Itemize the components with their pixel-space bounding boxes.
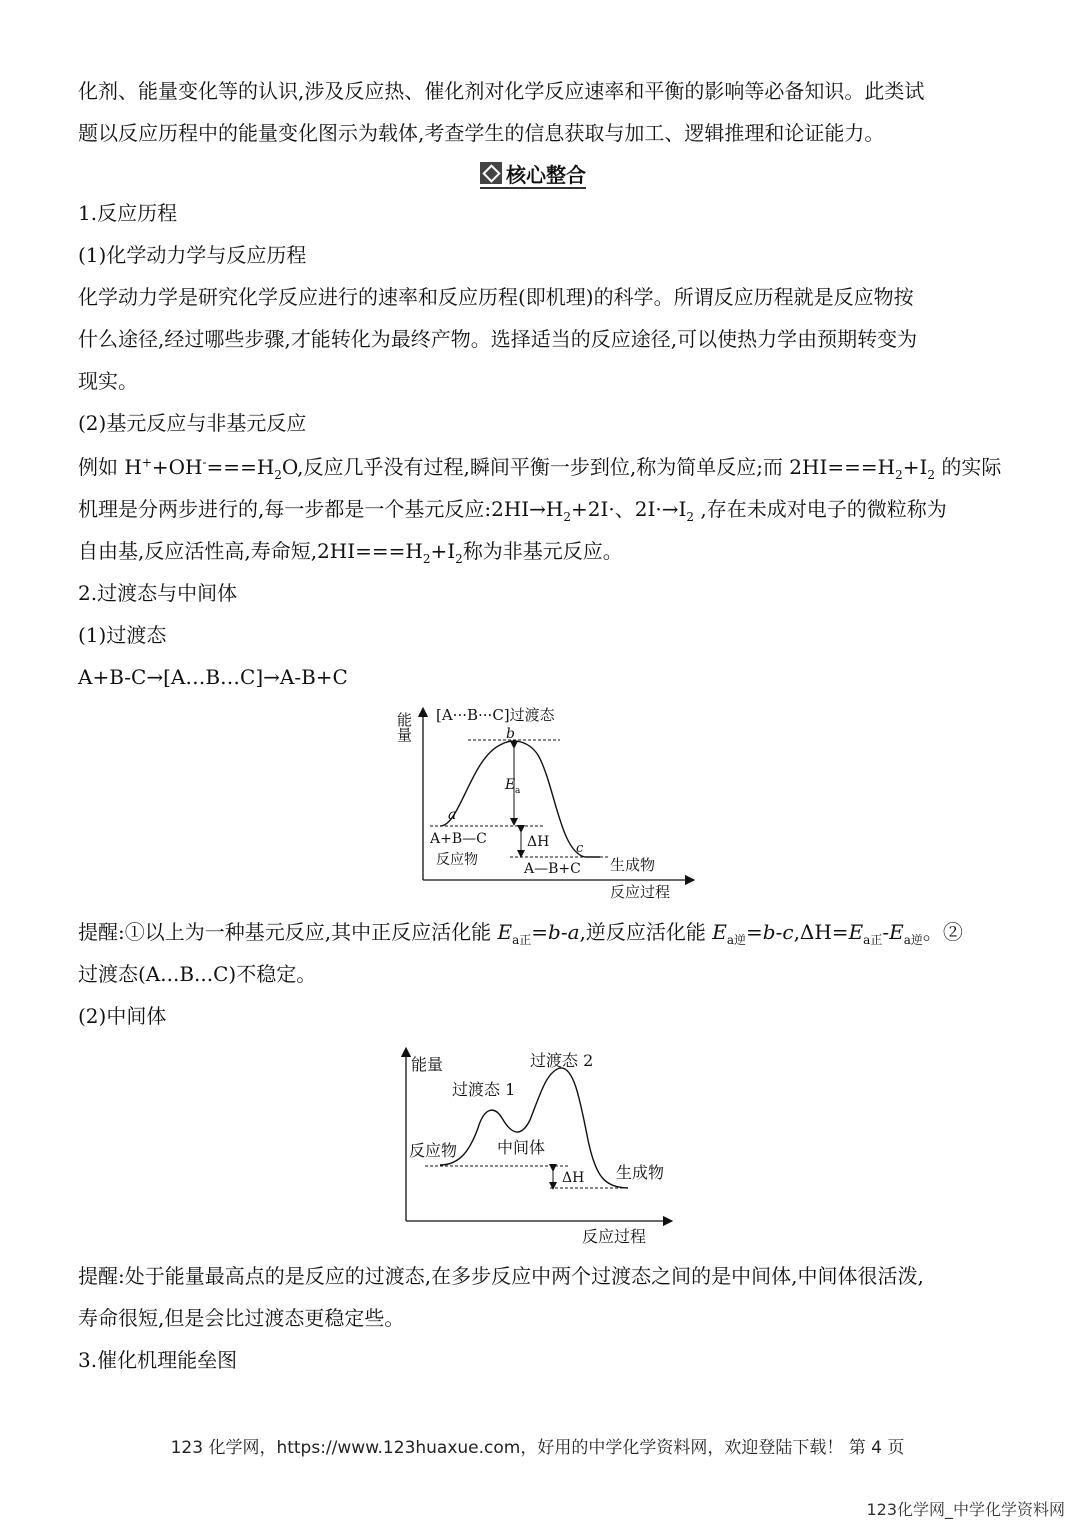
ea-label: E	[505, 777, 516, 793]
energy-diagram-intermediate	[395, 1040, 685, 1250]
section-1-title: 1.反应历程	[78, 201, 178, 225]
section-1-sub-1: (1)化学动力学与反应历程	[78, 243, 307, 267]
y-axis-label: 能量	[395, 712, 413, 742]
ea-label-sub: a	[515, 786, 521, 796]
intro-line-2: 题以反应历程中的能量变化图示为载体,考查学生的信息获取与加工、逻辑推理和论证能力。	[78, 121, 885, 145]
reactant-label: 反应物	[436, 852, 478, 868]
para-2-line-3: 自由基,反应活性高,寿命短$,2HI===H_2+I_2$称为非基元反应。	[78, 539, 623, 566]
intro-line-1: 化剂、能量变化等的认识,涉及反应热、催化剂对化学反应速率和平衡的影响等必备知识。此类试	[78, 79, 925, 103]
point-b: b	[506, 726, 515, 742]
section-badge	[480, 160, 586, 189]
tip-1-line-1: 提醒:①以上为一种基元反应,其中正反应活化能 $E_{a正}=b-a$,逆反应活化能 $E_{a逆}=b-c,\Delta H=E_{a正}-E_{a逆}$。②	[78, 920, 963, 947]
dh-label: ΔH	[527, 834, 550, 850]
para-1-line-1: 化学动力学是研究化学反应进行的速率和反应历程(即机理)的科学。所谓反应历程就是反应物按	[78, 285, 914, 309]
page-footer: 123 化学网，https://www.123huaxue.com，好用的中学化学资料网，欢迎登陆下载！ 第 4 页	[170, 1438, 905, 1458]
tip-1-line-2: 过渡态(A...B...C)不稳定。	[78, 962, 317, 986]
x-axis-label: 反应过程	[582, 1227, 647, 1246]
section-1-sub-2: (2)基元反应与非基元反应	[78, 411, 307, 435]
reactant-label: 反应物	[409, 1141, 458, 1160]
dh-label: ΔH	[562, 1170, 585, 1186]
tip-2-line-1: 提醒:处于能量最高点的是反应的过渡态,在多步反应中两个过渡态之间的是中间体,中间体很活泼,	[78, 1264, 924, 1288]
section-2-sub-2: (2)中间体	[78, 1004, 167, 1028]
ts-label: [A···B···C]过渡态	[436, 706, 555, 724]
section-badge-label: 核心整合	[506, 162, 586, 187]
point-c: c	[576, 841, 584, 856]
section-3-title: 3.催化机理能垒图	[78, 1348, 238, 1372]
intermediate-label: 中间体	[497, 1138, 546, 1157]
reactant-formula: A+B—C	[430, 831, 487, 847]
point-a: a	[448, 807, 457, 823]
product-label: 生成物	[616, 1163, 665, 1182]
para-2-line-1: 例如 $H^++OH^-===H_2O$,反应几乎没有过程,瞬间平衡一步到位,称为简单反应;而 $2HI===H_2+I_2$ 的实际	[78, 455, 1002, 482]
y-axis-label: 能量	[411, 1055, 444, 1074]
para-2-line-2: 机理是分两步进行的,每一步都是一个基元反应$:2HI\to H_2+2I\cdot$、$2I\cdot\to I_2$ ,存在未成对电子的微粒称为	[78, 497, 947, 524]
para-1-line-3: 现实。	[78, 369, 138, 393]
ts1-label: 过渡态 1	[452, 1080, 516, 1099]
diamond-icon	[480, 162, 502, 184]
section-2-title: 2.过渡态与中间体	[78, 581, 238, 605]
watermark: 123化学网_中学化学资料网	[866, 1500, 1065, 1519]
para-1-line-2: 什么途径,经过哪些步骤,才能转化为最终产物。选择适当的反应途径,可以使热力学由预期转变为	[78, 327, 918, 351]
energy-diagram-transition-state	[375, 698, 705, 903]
ts2-label: 过渡态 2	[530, 1051, 594, 1070]
product-formula: A—B+C	[524, 861, 581, 877]
section-2-sub-1: (1)过渡态	[78, 623, 167, 647]
tip-2-line-2: 寿命很短,但是会比过渡态更稳定些。	[78, 1306, 405, 1330]
x-axis-label: 反应过程	[610, 883, 671, 901]
equation: A+B-C→[A…B…C]→A-B+C	[78, 665, 348, 689]
product-label: 生成物	[610, 856, 656, 874]
